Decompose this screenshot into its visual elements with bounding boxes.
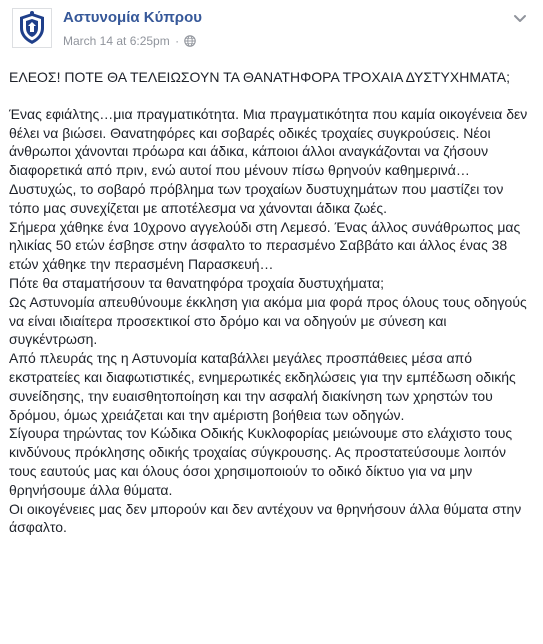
post-header — [12, 8, 532, 52]
post-paragraph: Δυστυχώς, το σοβαρό πρόβλημα των τροχαίων δυστυχημάτων που μαστίζει τον τόπο μας συνεχίζεται με αποτέλεσμα να χάνονται άδικα ζωές. — [9, 180, 504, 216]
post-paragraph: Από πλευράς της η Αστυνομία καταβάλλει μεγάλες προσπάθειες μέσα από εκστρατείες και διαφωτιστικές, ενημερωτικές εκδηλώσεις για την εμπέδωση οδικής συνείδησης, την ευαισθητοποίηση και την ασφαλή διακίνηση των χρηστών του δρόμου, όμως χρειάζεται και την αμέριστη βοήθεια των οδηγών. — [9, 350, 516, 423]
globe-icon[interactable] — [184, 35, 196, 47]
post-paragraph: Ένας εφιάλτης…μια πραγματικότητα. Μια πραγματικότητα που καμία οικογένεια δεν θέλει να βιώσει. Θανατηφόρες και σοβαρές οδικές τροχαίες συγκρούσεις. Νέοι άνθρωποι χάνονται πρόωρα και άδικα, κάποιοι άλλοι αναγκάζονται να ζήσουν διαφορετικά από πριν, ενώ αυτοί που μένουν πίσω θρηνούν καθημερινά… — [9, 105, 528, 179]
post-body — [9, 68, 537, 537]
post-paragraph: Ως Αστυνομία απευθύνουμε έκκληση για ακόμα μια φορά προς όλους τους οδηγούς να είναι ιδιαίτερα προσεκτικοί στο δρόμο και να οδηγούν με σύνεση και συγκέντρωση. — [9, 293, 527, 348]
cyprus-police-logo-icon — [13, 9, 51, 47]
chevron-down-icon[interactable] — [512, 10, 528, 26]
meta-separator: · — [175, 34, 180, 48]
post-paragraph: Σίγουρα τηρώντας τον Κώδικα Οδικής Κυκλοφορίας μειώνουμε στο ελάχιστο τους κινδύνους πρόκλησης οδικής τροχαίας σύγκρουσης. Ας προστατεύσουμε λοιπόν τους εαυτούς μας και όλους όσοι χρησιμοποιούν το οδικό δίκτυο για να μην θρηνήσουμε άλλα θύματα. — [9, 425, 513, 498]
post-paragraph: Σήμερα χάθηκε ένα 10χρονο αγγελούδι στη Λεμεσό. Ένας άλλος συνάθρωπος μας ηλικίας 50 ετών έσβησε στην άσφαλτο το περασμένο Σαββάτο και άλλος ένας 38 ετών χάθηκε την περασμένη Παρασκευή… — [9, 218, 521, 273]
post-paragraph: Οι οικογένειες μας δεν μπορούν και δεν αντέχουν να θρηνήσουν άλλα θύματα στην άσφαλτο. — [9, 500, 522, 536]
avatar[interactable] — [12, 8, 52, 48]
post-date[interactable]: March 14 at 6:25pm — [63, 34, 170, 48]
page-name-link[interactable]: Αστυνομία Κύπρου — [63, 9, 202, 26]
post-headline: ΕΛΕΟΣ! ΠΟΤΕ ΘΑ ΤΕΛΕΙΩΣΟΥΝ ΤΑ ΘΑΝΑΤΗΦΟΡΑ ΤΡΟΧΑΙΑ ΔΥΣΤΥΧΗΜΑΤΑ; — [9, 69, 511, 85]
post-paragraph: Πότε θα σταματήσουν τα θανατηφόρα τροχαία δυστυχήματα; — [9, 274, 385, 291]
post-meta — [63, 34, 196, 48]
